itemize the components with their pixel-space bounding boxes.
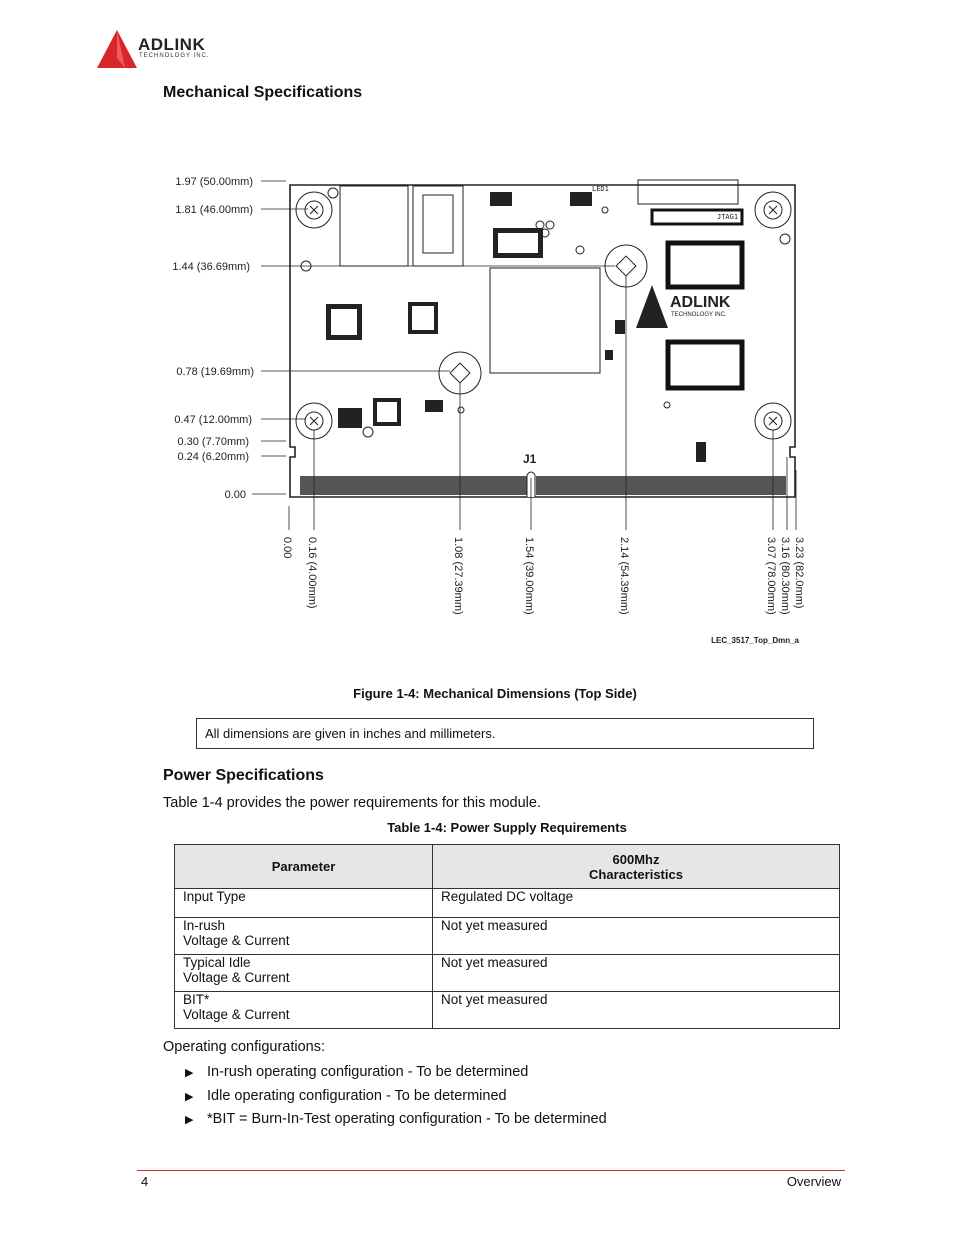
dim-label: 0.00: [224, 489, 246, 501]
led-label: LED1: [592, 185, 609, 193]
header-characteristics-line1: 600Mhz: [612, 851, 660, 867]
dim-label: 0.47 (12.00mm): [174, 414, 252, 426]
power-supply-table: [174, 844, 840, 1029]
table-caption: Table 1-4: Power Supply Requirements: [387, 820, 627, 835]
list-item-text: Idle operating configuration - To be determined: [207, 1088, 507, 1104]
dim-label: 1.44 (36.69mm): [172, 261, 250, 273]
mechanical-drawing: [160, 170, 820, 650]
dim-label: 1.08 (27.39mm): [452, 537, 464, 615]
footer-divider: [137, 1170, 845, 1171]
header-parameter: Parameter: [175, 845, 433, 889]
row-parameter: [175, 992, 433, 1029]
page-number: 4: [141, 1174, 149, 1189]
row-value: Regulated DC voltage: [433, 889, 840, 918]
param-line2: Voltage & Current: [183, 1007, 290, 1022]
dim-label: 1.54 (39.00mm): [523, 537, 535, 615]
param-line1: Input Type: [183, 889, 246, 904]
dimensions-note: All dimensions are given in inches and millimeters.: [196, 718, 814, 749]
drawing-id: LEC_3517_Top_Dmn_a: [711, 636, 799, 645]
section-heading-power: Power Specifications: [163, 767, 324, 784]
configs-heading: Operating configurations:: [163, 1039, 326, 1055]
dim-label: 0.16 (4.00mm): [306, 537, 318, 609]
brand-name: ADLINK: [138, 35, 206, 54]
table-header-row: [175, 845, 840, 889]
dim-label: 1.81 (46.00mm): [175, 204, 253, 216]
list-item: [185, 1111, 607, 1127]
adlink-logo: [95, 28, 235, 72]
bullet-arrow-icon: ▶: [185, 1066, 194, 1079]
row-value: Not yet measured: [433, 955, 840, 992]
bullet-arrow-icon: ▶: [185, 1113, 194, 1126]
param-line2: Voltage & Current: [183, 933, 290, 948]
bullet-arrow-icon: ▶: [185, 1090, 194, 1103]
list-item: [185, 1064, 528, 1080]
power-intro: Table 1-4 provides the power requirements for this module.: [163, 795, 541, 811]
adlink-logo-triangle-icon: [95, 28, 139, 72]
param-line2: Voltage & Current: [183, 970, 290, 985]
param-line1: Typical Idle: [183, 955, 251, 970]
row-value: Not yet measured: [433, 918, 840, 955]
dim-label: 0.78 (19.69mm): [176, 366, 254, 378]
table-row: [175, 918, 840, 955]
figure-caption: Figure 1-4: Mechanical Dimensions (Top Side): [353, 686, 637, 701]
bottom-dimension-labels: [281, 537, 805, 615]
dim-label: 0.00: [281, 537, 293, 559]
row-parameter: [175, 889, 433, 918]
dim-label: 1.97 (50.00mm): [175, 176, 253, 188]
dim-label: 3.07 (78.00mm): [765, 537, 777, 615]
row-value: Not yet measured: [433, 992, 840, 1029]
table-row: [175, 889, 840, 918]
board-logo-text: ADLINK: [670, 294, 731, 311]
section-heading-mechanical: Mechanical Specifications: [163, 84, 363, 101]
connector-label-j1: J1: [523, 452, 537, 466]
param-line1: In-rush: [183, 918, 226, 933]
list-item-text: In-rush operating configuration - To be determined: [207, 1064, 529, 1080]
list-item: [185, 1088, 507, 1104]
dim-label: 3.16 (80.30mm): [779, 537, 791, 615]
row-parameter: [175, 955, 433, 992]
jtag-label: JTAG1: [717, 213, 739, 221]
footer-section: Overview: [786, 1174, 841, 1189]
dim-label: 3.23 (82.0mm): [793, 537, 805, 609]
header-characteristics-line2: Characteristics: [589, 866, 683, 882]
param-line1: BIT*: [183, 992, 210, 1007]
list-item-text: *BIT = Burn-In-Test operating configuration - To be determined: [207, 1111, 607, 1127]
table-row: [175, 992, 840, 1029]
dim-label: 2.14 (54.39mm): [618, 537, 630, 615]
row-parameter: [175, 918, 433, 955]
dim-label: 0.30 (7.70mm): [177, 436, 249, 448]
dim-label: 0.24 (6.20mm): [177, 451, 249, 463]
brand-subtitle: TECHNOLOGY INC.: [139, 53, 210, 59]
board-logo-subtitle: TECHNOLOGY INC.: [671, 312, 727, 318]
header-characteristics: [433, 845, 840, 889]
table-row: [175, 955, 840, 992]
left-dimension-labels: [172, 176, 254, 501]
